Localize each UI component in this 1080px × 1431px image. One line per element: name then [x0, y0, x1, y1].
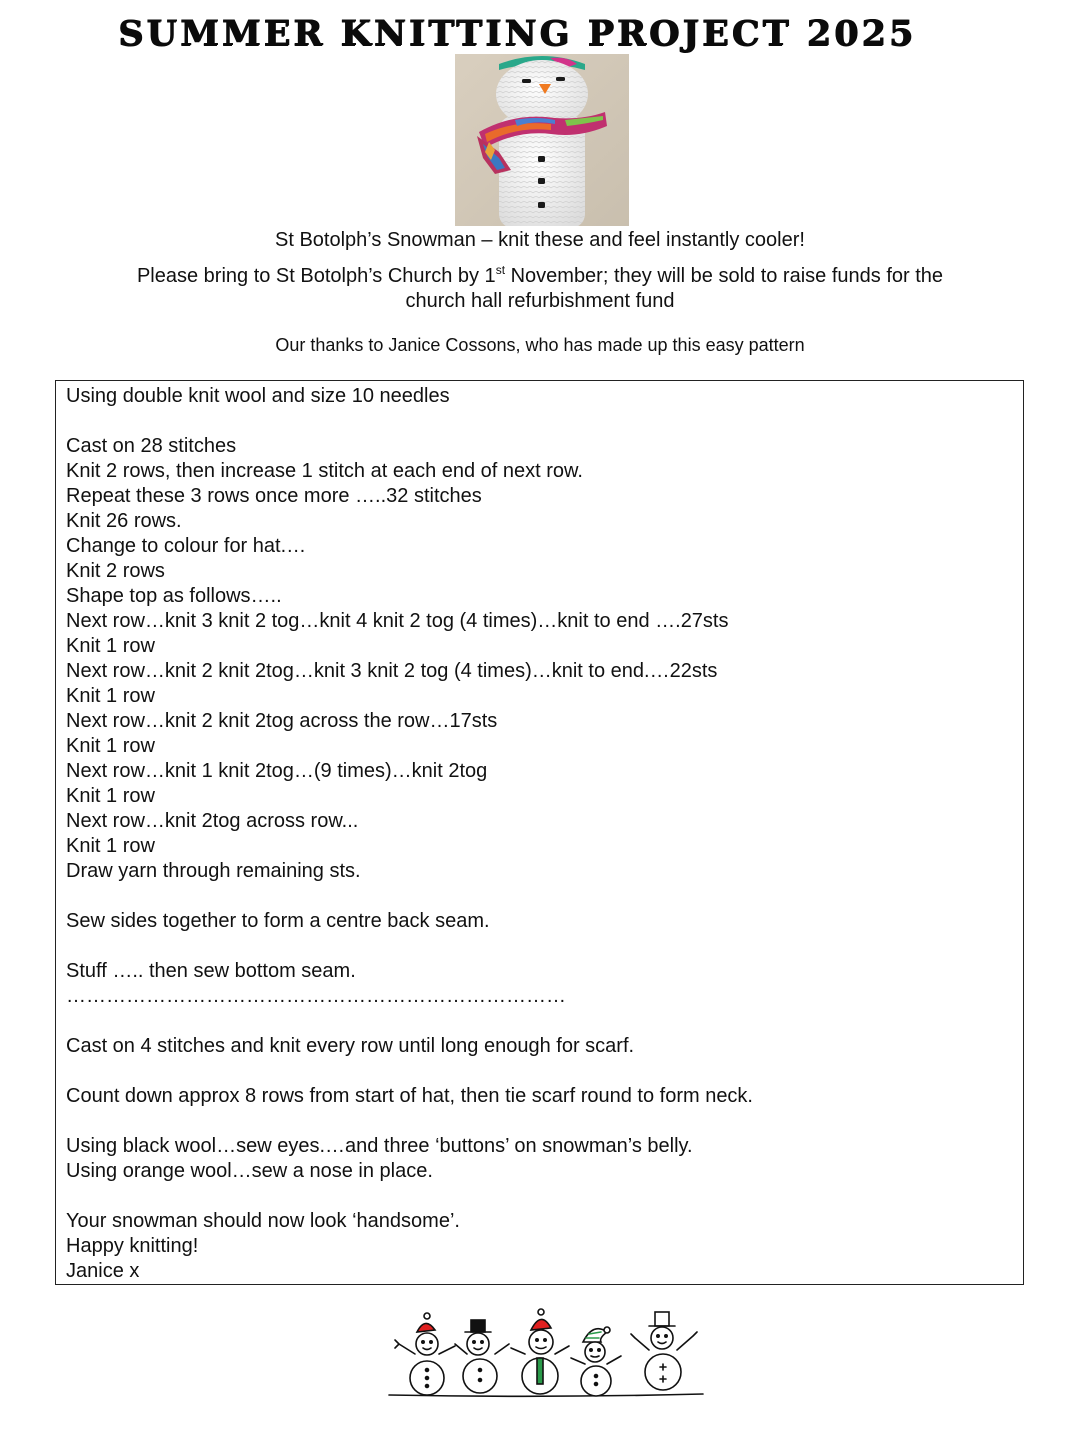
pattern-line: Your snowman should now look ‘handsome’. [66, 1210, 460, 1232]
pattern-line: Next row…knit 2tog across row... [66, 810, 359, 832]
pattern-line: Knit 1 row [66, 835, 155, 857]
pattern-line: Draw yarn through remaining sts. [66, 860, 361, 882]
pattern-line: Using black wool…sew eyes.…and three ‘buttons’ on snowman’s belly. [66, 1135, 693, 1157]
pattern-line: Knit 26 rows. [66, 510, 182, 532]
blank-line [66, 1184, 1023, 1209]
pattern-line: Knit 1 row [66, 735, 155, 757]
thanks-note: Our thanks to Janice Cossons, who has made up this easy pattern [275, 335, 805, 355]
pattern-line: Cast on 28 stitches [66, 435, 237, 457]
pattern-line: Using orange wool…sew a nose in place. [66, 1160, 433, 1182]
snowman-3-icon [511, 1309, 569, 1394]
pattern-line: Happy knitting! [66, 1235, 199, 1257]
pattern-line: Knit 1 row [66, 685, 155, 707]
snowman-5-icon [631, 1312, 697, 1390]
page-title: SUMMER KNITTING PROJECT 2025 [118, 13, 916, 54]
delivery-note-continued: church hall refurbishment fund [405, 290, 675, 312]
pattern-line: Knit 1 row [66, 635, 155, 657]
pattern-instructions [55, 380, 1024, 1285]
pattern-line: Knit 2 rows, then increase 1 stitch at each end of next row. [66, 460, 583, 482]
delivery-note: Please bring to St Botolph’s Church by 1st November; they will be sold to raise funds for the [136, 263, 944, 287]
snowman-2-icon [455, 1320, 509, 1393]
blank-line [66, 1009, 1023, 1034]
pattern-line: Next row…knit 3 knit 2 tog…knit 4 knit 2 tog (4 times)…knit to end ….27sts [66, 610, 729, 632]
blank-line [66, 409, 1023, 434]
pattern-line: Sew sides together to form a centre back seam. [66, 910, 490, 932]
pattern-line: Cast on 4 stitches and knit every row until long enough for scarf. [66, 1035, 635, 1057]
blank-line [66, 1109, 1023, 1134]
pattern-line: Stuff ….. then sew bottom seam. [66, 960, 356, 982]
blank-line [66, 934, 1023, 959]
blank-line [66, 1059, 1023, 1084]
pattern-line: Knit 1 row [66, 785, 155, 807]
pattern-line: Next row…knit 2 knit 2tog across the row…17sts [66, 710, 498, 732]
pattern-line: Janice x [66, 1260, 140, 1282]
pattern-line: Next row…knit 2 knit 2tog…knit 3 knit 2 tog (4 times)…knit to end.…22sts [66, 660, 718, 682]
snowman-1-icon [395, 1313, 455, 1395]
pattern-line: Count down approx 8 rows from start of hat, then tie scarf round to form neck. [66, 1085, 753, 1107]
dotted-separator: ………………………………………………………………… [66, 985, 566, 1007]
pattern-line: Shape top as follows….. [66, 585, 282, 607]
snowmen-row-drawing [385, 1308, 707, 1404]
blank-line [66, 884, 1023, 909]
photo-caption: St Botolph’s Snowman – knit these and feel instantly cooler! [275, 229, 805, 251]
snowman-4-icon [571, 1327, 621, 1396]
pattern-line: Change to colour for hat.… [66, 535, 307, 557]
knitted-snowman-photo [455, 54, 629, 226]
pattern-line: Using double knit wool and size 10 needles [66, 385, 450, 407]
pattern-line: Knit 2 rows [66, 560, 165, 582]
pattern-line: Repeat these 3 rows once more …..32 stitches [66, 485, 482, 507]
pattern-line: Next row…knit 1 knit 2tog…(9 times)…knit 2tog [66, 760, 488, 782]
